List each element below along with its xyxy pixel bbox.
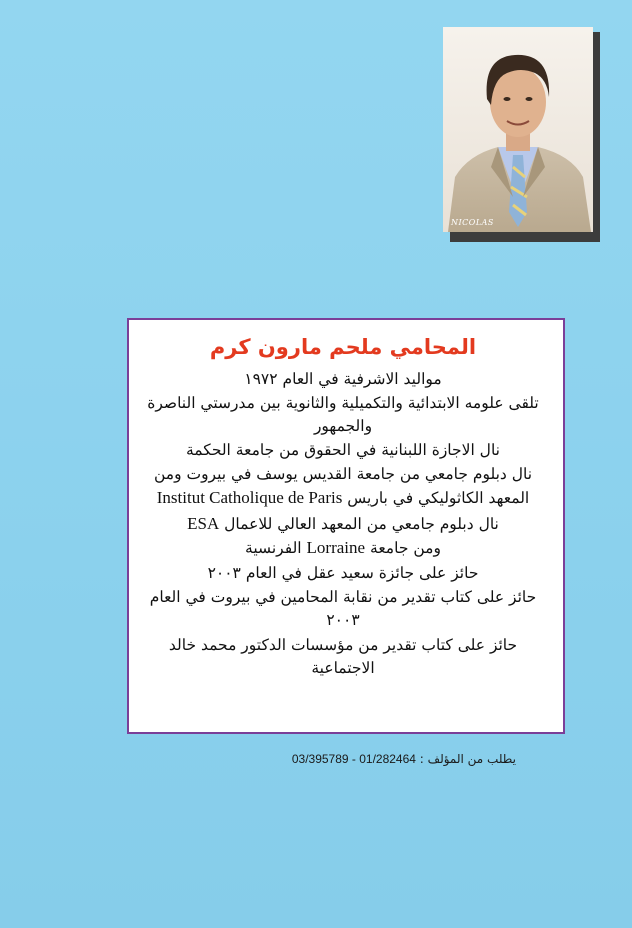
bio-diploma-esa-arabic: نال دبلوم جامعي من المعهد العالي للاعمال [224,515,499,533]
author-bio-box [127,318,565,734]
bio-lorraine-arabic-b: الفرنسية [245,539,302,557]
bio-schooling-line: تلقى علومه الابتدائية والتكميلية والثانوية بين مدرستي الناصرة والجمهور [147,394,539,435]
bio-lorraine-arabic-a: ومن جامعة [370,539,441,557]
bio-diploma-esa-line [143,512,543,560]
bio-diploma-usj-line [143,463,543,510]
bio-law-degree-line: نال الاجازة اللبنانية في الحقوق من جامعة الحكمة [186,441,500,459]
bio-diploma-usj-arabic: نال دبلوم جامعي من جامعة القديس يوسف في بيروت ومن المعهد الكاثوليكي في باريس [153,465,533,507]
author-name-title: المحامي ملحم مارون كرم [209,335,477,359]
contact-line [180,752,516,766]
author-portrait-illustration [443,27,593,232]
contact-label: يطلب من المؤلف : [419,752,516,766]
bio-award-said-akl-line: حائز على جائزة سعيد عقل في العام ٢٠٠٣ [207,564,479,582]
bio-foundation-line: حائز على كتاب تقدير من مؤسسات الدكتور محمد خالد الاجتماعية [168,636,518,677]
lorraine-name: Lorraine [306,538,366,557]
bio-bar-association-line: حائز على كتاب تقدير من نقابة المحامين في بيروت في العام ٢٠٠٣ [149,588,537,629]
bio-birth-line: مواليد الاشرفية في العام ١٩٧٢ [244,370,442,388]
photo-caption: NICOLAS [451,218,494,227]
contact-phones: 03/395789 - 01/282464 [291,752,416,766]
esa-name: ESA [187,514,220,533]
author-photo [443,27,593,232]
institut-catholique-name: Institut Catholique de Paris [156,488,343,507]
